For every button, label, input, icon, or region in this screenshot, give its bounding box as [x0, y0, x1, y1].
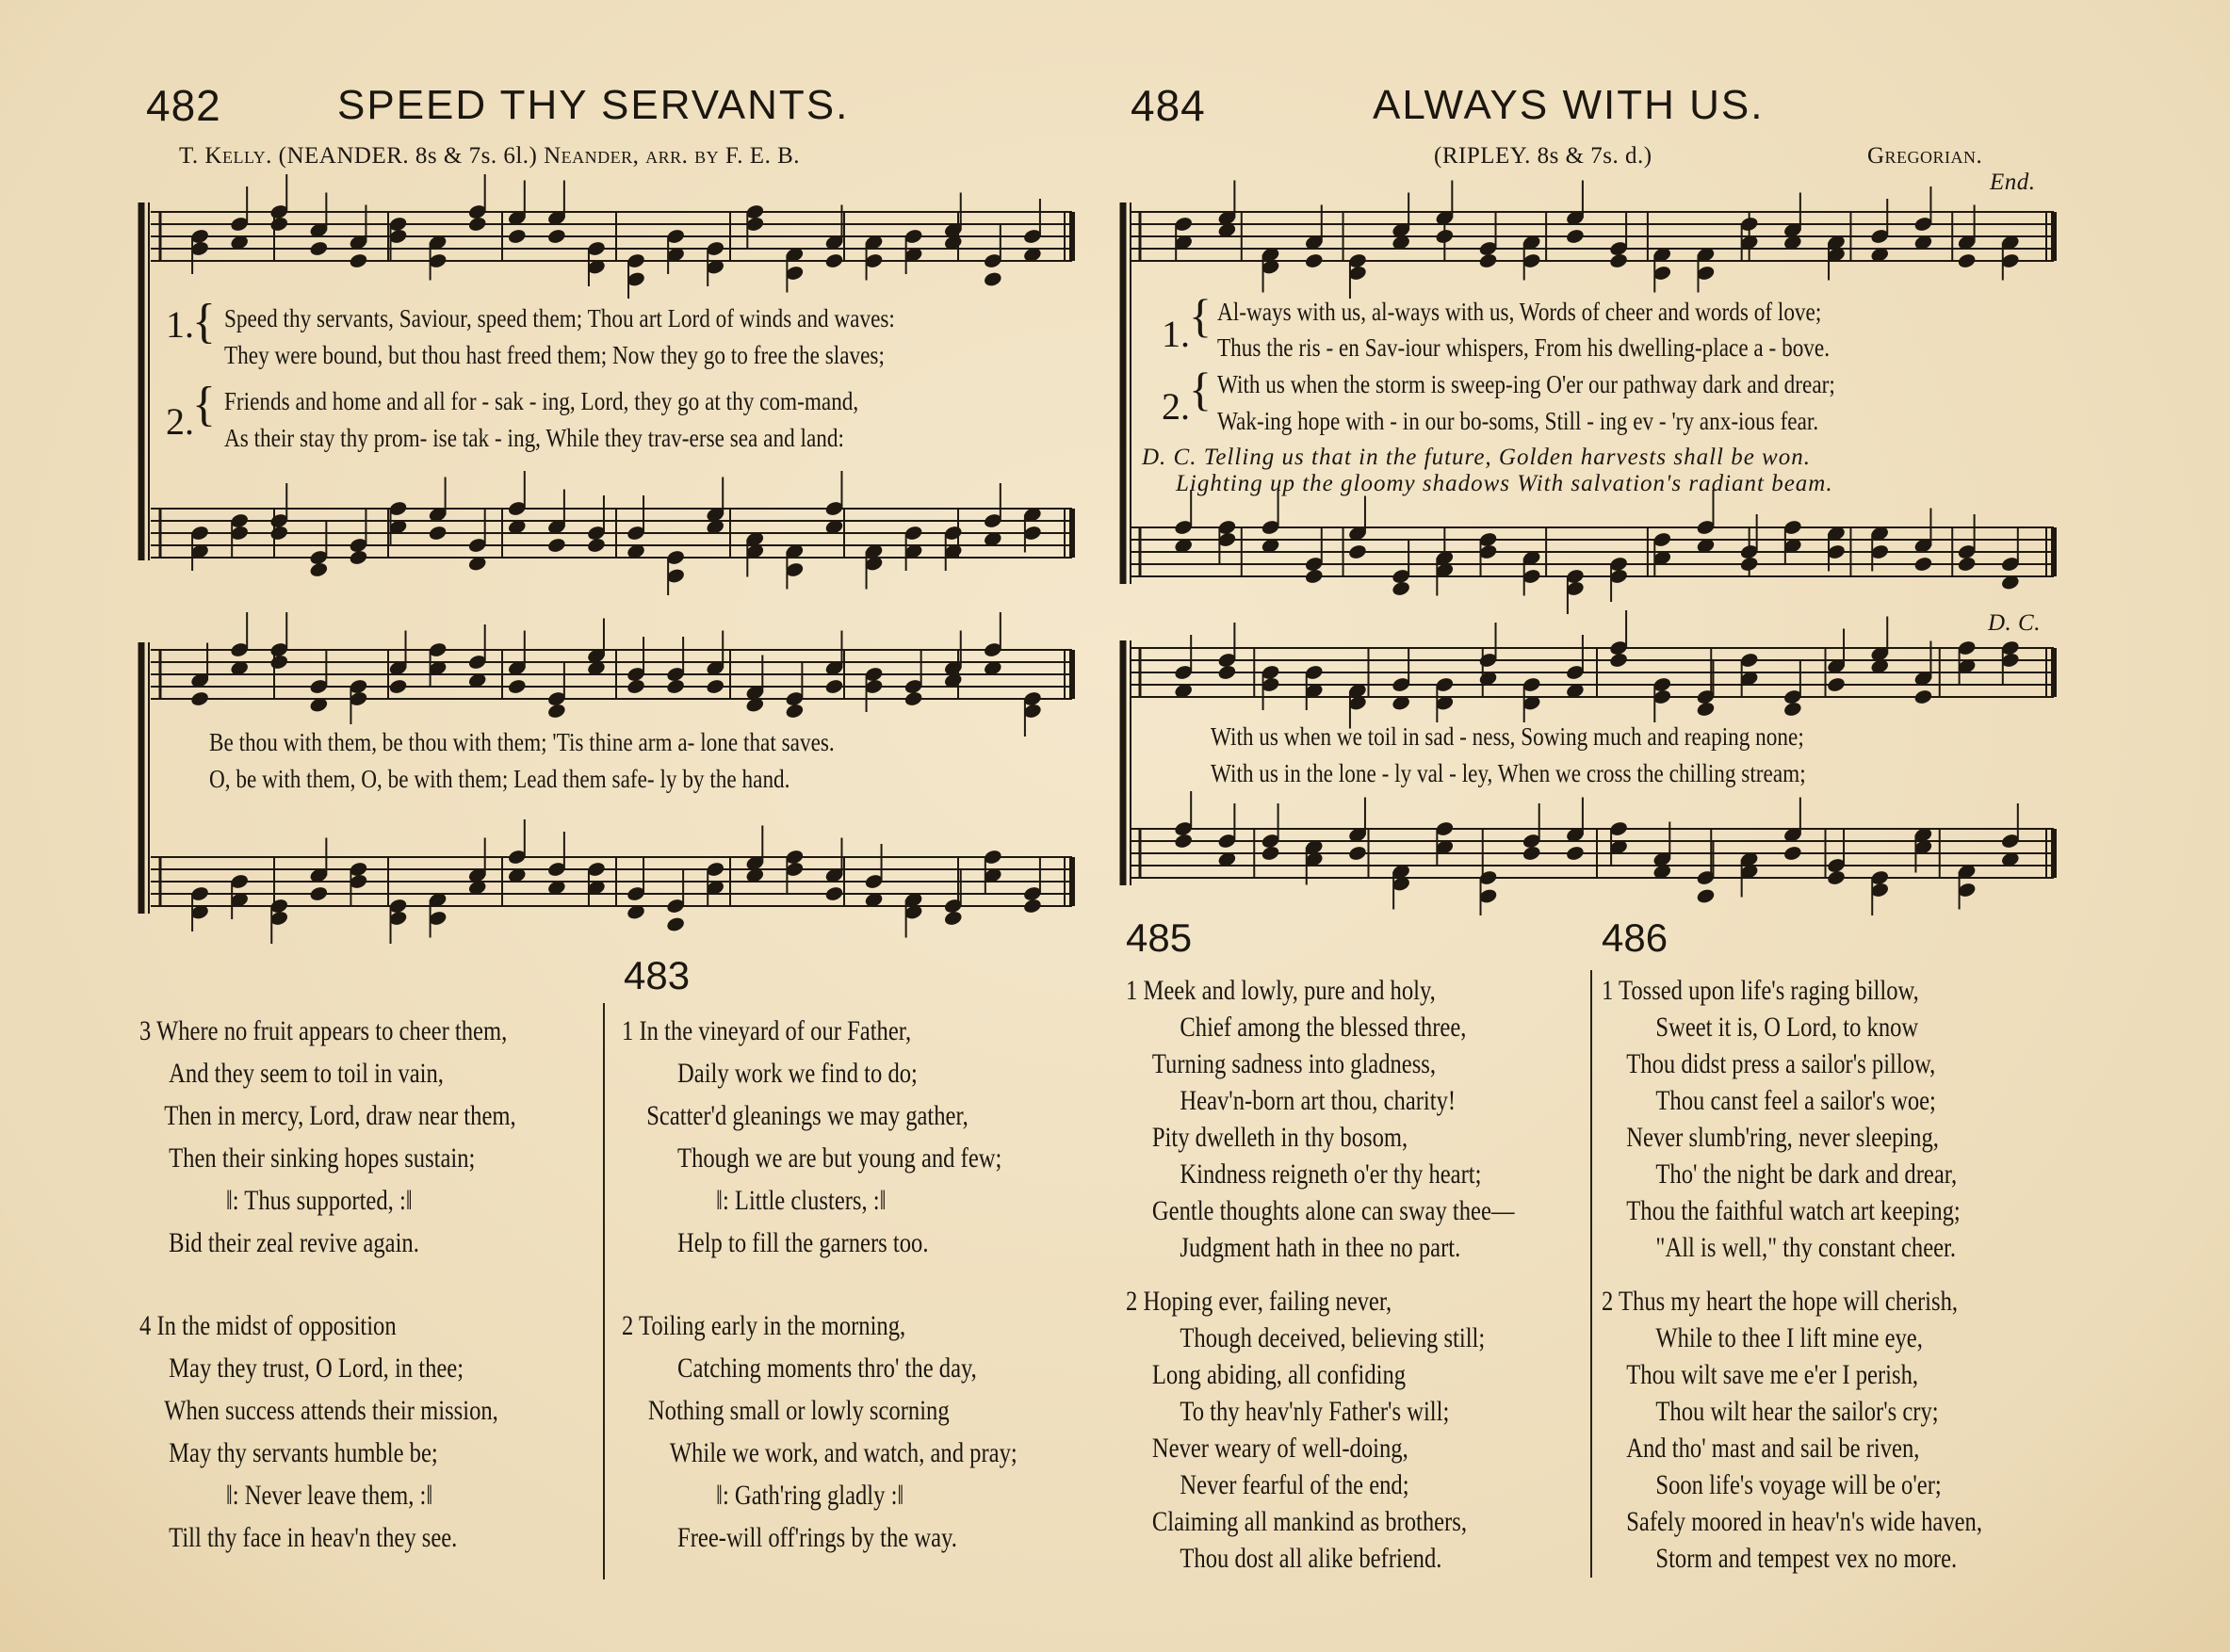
note-head: [428, 525, 448, 542]
stanza-line: Then in mercy, Lord, draw near them,: [164, 1100, 516, 1131]
note-head: [1608, 652, 1628, 669]
note-head: [1913, 556, 1933, 573]
note-head: [903, 690, 923, 707]
stanza-line: 3 Where no fruit appears to cheer them,: [139, 1015, 508, 1046]
stanza-482-3: [139, 1010, 598, 1264]
brace-icon: {: [192, 378, 216, 431]
stanza-line: Gentle thoughts alone can sway thee—: [1151, 1195, 1515, 1226]
note-head: [309, 561, 329, 578]
note-head: [1608, 252, 1628, 269]
note-head: [309, 885, 329, 902]
stanza-483-2: [622, 1304, 1104, 1559]
note-head: [1391, 580, 1410, 597]
stanza-line: Claiming all mankind as brothers,: [1151, 1506, 1467, 1537]
verse-label-1: 1.: [1162, 313, 1190, 355]
dc-lyric-1: D. C. Telling us that in the future, Golden harvests shall be won.: [1142, 445, 1811, 470]
note-head: [1782, 701, 1802, 718]
stanza-line: Though we are but young and few;: [677, 1142, 1002, 1174]
stanza-line: When success attends their mission,: [164, 1395, 498, 1426]
note-head: [824, 252, 844, 269]
note-head: [1957, 252, 1977, 269]
note-head: [1826, 869, 1846, 886]
stanza-line: Storm and tempest vex no more.: [1655, 1543, 1958, 1574]
stanza-line: Nothing small or lowly scorning: [647, 1395, 950, 1426]
stanza-line: Soon life's voyage will be o'er;: [1655, 1469, 1942, 1500]
note-head: [546, 228, 566, 245]
stanza-line: 1 In the vineyard of our Father,: [622, 1015, 912, 1046]
stanza-485-2: [1126, 1283, 1564, 1577]
lyric-484-v1b: Thus the ris - en Sav-iour whispers, From his dwelling-place a - bove.: [1217, 333, 1831, 362]
stanza-line: Daily work we find to do;: [677, 1058, 918, 1089]
note-head: [1304, 252, 1324, 269]
stanza-482-4: [139, 1304, 577, 1559]
lyric-482-v2c: O, be with them, O, be with them; Lead them safe- ly by the hand.: [209, 765, 790, 793]
hymn-number-483: 483: [624, 953, 691, 997]
note-head: [269, 525, 289, 542]
stanza-line: Thou didst press a sailor's pillow,: [1626, 1048, 1936, 1079]
lyric-482-v2b: As their stay thy prom- ise tak - ing, While they trav-erse sea and land:: [224, 424, 844, 452]
bass-staff-482-1: [151, 509, 1072, 558]
stanza-line: Long abiding, all confiding: [1151, 1359, 1407, 1390]
note-head: [1347, 845, 1367, 862]
end-mark-484: End.: [1990, 170, 2036, 195]
stanza-line: Help to fill the garners too.: [677, 1227, 929, 1258]
note-head: [1565, 845, 1585, 862]
stanza-line: 4 In the midst of opposition: [139, 1310, 397, 1341]
note-head: [309, 240, 329, 257]
stanza-line: Till thy face in heav'n they see.: [169, 1522, 458, 1553]
stanza-line: Sweet it is, O Lord, to know: [1655, 1012, 1919, 1043]
lyric-482-v1b: They were bound, but thou hast freed them; Now they go to free the slaves;: [224, 341, 885, 369]
verse-label-2: 2.: [166, 400, 194, 443]
stanza-line: And they seem to toil in vain,: [169, 1058, 444, 1089]
stanza-line: 2 Thus my heart the hope will cherish,: [1602, 1286, 1959, 1317]
tune-482: (NEANDER. 8s & 7s. 6l.): [278, 143, 538, 169]
stanza-line: Thou dost all alike befriend.: [1180, 1543, 1442, 1574]
note-head: [388, 678, 408, 695]
stanza-line: ‖: Thus supported, :‖: [225, 1185, 413, 1216]
brace-icon: {: [1189, 289, 1212, 342]
stanza-line: 2 Hoping ever, failing never,: [1126, 1286, 1392, 1317]
stanza-line: 1 Tossed upon life's raging billow,: [1602, 975, 1919, 1006]
hymn-number-482: 482: [146, 81, 221, 130]
treble-staff-482-2: [151, 650, 1072, 699]
stanza-line: Catching moments thro' the day,: [677, 1352, 977, 1384]
hymn-number-486: 486: [1602, 915, 1668, 960]
stanza-485-1: [1126, 972, 1600, 1266]
note-head: [1913, 688, 1933, 705]
note-head: [1522, 845, 1541, 862]
stanza-line: 1 Meek and lowly, pure and holy,: [1126, 975, 1436, 1006]
brace-icon: {: [1189, 363, 1212, 415]
lyric-484-v2c: With us in the lone - ly val - ley, When we cross the chilling stream;: [1211, 759, 1806, 787]
note-head: [546, 703, 566, 720]
stanza-line: Never slumb'ring, never sleeping,: [1626, 1122, 1939, 1153]
treble-staff-482-1: [151, 212, 1072, 261]
stanza-line: Safely moored in heav'n's wide haven,: [1626, 1506, 1983, 1537]
lyric-482-v2a: Friends and home and all for - sak - ing, Lord, they go at thy com-mand,: [224, 387, 859, 415]
note-head: [1022, 898, 1042, 915]
note-head: [1174, 833, 1194, 850]
tune-484: (RIPLEY. 8s & 7s. d.): [1434, 143, 1652, 169]
note-head: [1217, 664, 1237, 681]
stanza-line: "All is well," thy constant cheer.: [1655, 1232, 1957, 1263]
note-head: [943, 910, 963, 927]
lyric-484-v2a: With us when the storm is sweep-ing O'er our pathway dark and drear;: [1217, 370, 1835, 398]
note-head: [824, 678, 844, 695]
note-head: [269, 216, 289, 233]
stanza-line: ‖: Gath'ring gladly :‖: [716, 1480, 904, 1511]
note-head: [1696, 701, 1716, 718]
stanza-line: May thy servants humble be;: [169, 1437, 438, 1468]
note-head: [665, 915, 685, 932]
note-head: [507, 678, 527, 695]
hymn-title-484: ALWAYS WITH US.: [1373, 82, 1765, 128]
stanza-line: Judgment hath in thee no part.: [1180, 1232, 1461, 1263]
stanza-line: Thou wilt save me e'er I perish,: [1626, 1359, 1919, 1390]
stanza-line: Thou canst feel a sailor's woe;: [1655, 1085, 1936, 1116]
note-head: [626, 678, 645, 695]
lyric-484-v1c: With us when we toil in sad - ness, Sowing much and reaping none;: [1211, 722, 1804, 751]
note-head: [1826, 676, 1846, 693]
stanza-483-1: [622, 1010, 1085, 1264]
stanza-line: May they trust, O Lord, in thee;: [169, 1352, 464, 1384]
composer-484: Gregorian.: [1867, 143, 1983, 169]
column-divider: [603, 1003, 605, 1579]
note-head: [824, 885, 844, 902]
stanza-line: While to thee I lift mine eye,: [1655, 1322, 1923, 1353]
stanza-line: Scatter'd gleanings we may gather,: [646, 1100, 969, 1131]
stanza-486-2: [1602, 1283, 2066, 1577]
note-head: [983, 270, 1002, 287]
note-head: [706, 678, 725, 695]
stanza-line: Turning sadness into gladness,: [1151, 1048, 1437, 1079]
dc-mark-484: D. C.: [1988, 610, 2041, 636]
stanza-line: While we work, and watch, and pray;: [669, 1437, 1017, 1468]
note-head: [467, 216, 487, 233]
note-head: [189, 690, 209, 707]
stanza-line: Thou wilt hear the sailor's cry;: [1655, 1396, 1939, 1427]
note-head: [665, 678, 685, 695]
note-head: [269, 654, 289, 671]
verse-label-2: 2.: [1162, 385, 1190, 428]
stanza-line: Never fearful of the end;: [1180, 1469, 1409, 1500]
stanza-line: Then their sinking hopes sustain;: [169, 1142, 476, 1174]
hymn-number-484: 484: [1131, 81, 1206, 130]
stanza-line: Never weary of well-doing,: [1151, 1433, 1408, 1464]
note-head: [1261, 845, 1280, 862]
note-head: [349, 549, 368, 566]
note-head: [507, 228, 527, 245]
composer-482: Neander, arr. by F. E. B.: [544, 143, 801, 169]
note-head: [586, 537, 606, 554]
lyric-484-v2b: Wak-ing hope with - in our bo-soms, Still - ing ev - 'ry anx-ious fear.: [1217, 407, 1819, 435]
note-head: [1957, 556, 1977, 573]
stanza-486-1: [1602, 972, 2039, 1266]
stanza-line: Heav'n-born art thou, charity!: [1180, 1085, 1457, 1116]
stanza-line: Free-will off'rings by the way.: [677, 1522, 957, 1553]
stanza-line: ‖: Little clusters, :‖: [716, 1185, 887, 1216]
hymn-title-482: SPEED THY SERVANTS.: [337, 82, 850, 128]
stanza-line: Chief among the blessed three,: [1180, 1012, 1467, 1043]
stanza-line: To thy heav'nly Father's will;: [1180, 1396, 1450, 1427]
lyric-482-v1a: Speed thy servants, Saviour, speed them; Thou art Lord of winds and waves:: [224, 304, 895, 332]
note-head: [1696, 887, 1716, 904]
verse-label-1: 1.: [166, 303, 194, 346]
author-482: T. Kelly.: [179, 143, 272, 169]
bass-staff-482-2: [151, 857, 1072, 906]
note-head: [1565, 228, 1585, 245]
note-head: [785, 703, 805, 720]
note-head: [1478, 252, 1498, 269]
stanza-line: Bid their zeal revive again.: [169, 1227, 419, 1258]
brace-icon: {: [192, 295, 216, 348]
note-head: [1782, 845, 1802, 862]
note-head: [349, 252, 368, 269]
lyric-484-v1a: Al-ways with us, al-ways with us, Words of cheer and words of love;: [1217, 298, 1822, 326]
stanza-line: Kindness reigneth o'er thy heart;: [1180, 1158, 1482, 1190]
stanza-line: Pity dwelleth in thy bosom,: [1151, 1122, 1408, 1153]
stanza-line: 2 Toiling early in the morning,: [622, 1310, 906, 1341]
note-head: [1347, 543, 1367, 560]
stanza-line: Thou the faithful watch art keeping;: [1626, 1195, 1961, 1226]
lyric-482-v1c: Be thou with them, be thou with them; 'Tis thine arm a- lone that saves.: [209, 728, 835, 756]
hymn-number-485: 485: [1126, 915, 1193, 960]
stanza-line: Though deceived, believing still;: [1180, 1322, 1486, 1353]
stanza-line: Tho' the night be dark and drear,: [1655, 1158, 1958, 1190]
stanza-line: And tho' mast and sail be riven,: [1626, 1433, 1920, 1464]
column-divider: [1590, 970, 1592, 1578]
dc-lyric-2: Lighting up the gloomy shadows With salvation's radiant beam.: [1176, 471, 1833, 496]
stanza-line: ‖: Never leave them, :‖: [225, 1480, 433, 1511]
note-head: [546, 537, 566, 554]
note-head: [1304, 568, 1324, 585]
